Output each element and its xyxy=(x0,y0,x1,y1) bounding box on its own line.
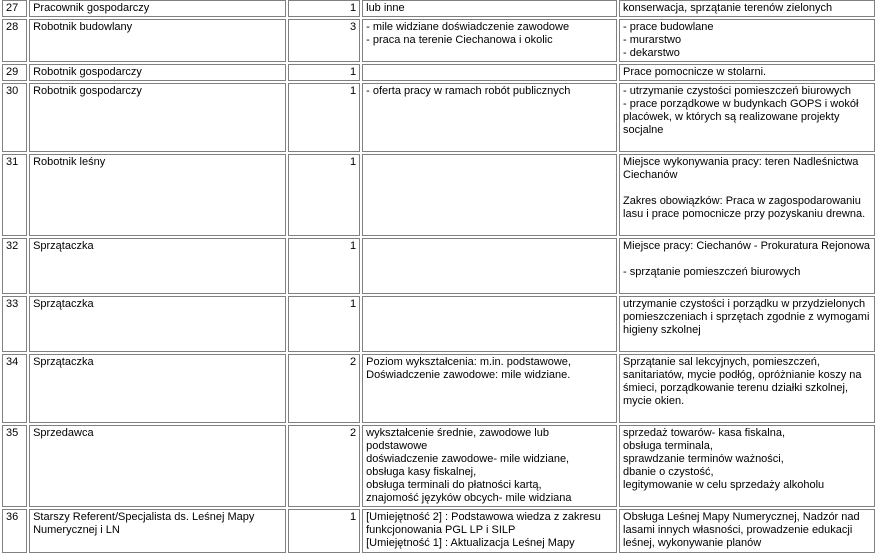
job-title: Sprzedawca xyxy=(29,425,286,507)
row-number: 32 xyxy=(2,238,27,294)
job-count: 1 xyxy=(288,296,360,352)
table-row xyxy=(2,354,875,423)
row-number: 36 xyxy=(2,509,27,553)
job-requirements: - oferta pracy w ramach robót publicznych xyxy=(362,83,617,152)
row-number: 29 xyxy=(2,64,27,81)
job-count: 2 xyxy=(288,354,360,423)
job-count: 2 xyxy=(288,425,360,507)
row-number: 28 xyxy=(2,19,27,62)
job-duties: Obsługa Leśnej Mapy Numerycznej, Nadzór nad lasami innych własności, prowadzenie edukacji leśnej, wykonywanie planów xyxy=(619,509,875,553)
job-duties: utrzymanie czystości i porządku w przydzielonych pomieszczeniach i sprzętach zgodnie z wymogami higieny szkolnej xyxy=(619,296,875,352)
job-count: 1 xyxy=(288,154,360,236)
job-duties: sprzedaż towarów- kasa fiskalna, obsługa terminala, sprawdzanie terminów ważności, dbanie o czystość, legitymowanie w celu sprzedaży alkoholu xyxy=(619,425,875,507)
job-count: 1 xyxy=(288,238,360,294)
job-requirements: - mile widziane doświadczenie zawodowe - praca na terenie Ciechanowa i okolic xyxy=(362,19,617,62)
job-requirements xyxy=(362,296,617,352)
job-title: Robotnik leśny xyxy=(29,154,286,236)
job-requirements: [Umiejętność 2] : Podstawowa wiedza z zakresu funkcjonowania PGL LP i SILP [Umiejętność 1] : Aktualizacja Leśnej Mapy xyxy=(362,509,617,553)
job-duties: Prace pomocnicze w stolarni. xyxy=(619,64,875,81)
table-row xyxy=(2,64,875,81)
job-title: Starszy Referent/Specjalista ds. Leśnej Mapy Numerycznej i LN xyxy=(29,509,286,553)
job-duties: konserwacja, sprzątanie terenów zielonych xyxy=(619,0,875,17)
job-requirements xyxy=(362,64,617,81)
job-count: 1 xyxy=(288,83,360,152)
table-row xyxy=(2,238,875,294)
job-duties: Miejsce pracy: Ciechanów - Prokuratura Rejonowa - sprzątanie pomieszczeń biurowych xyxy=(619,238,875,294)
table-row xyxy=(2,296,875,352)
job-count: 3 xyxy=(288,19,360,62)
job-duties: - utrzymanie czystości pomieszczeń biurowych - prace porządkowe w budynkach GOPS i wokół placówek, w których są realizowane projekty socjalne xyxy=(619,83,875,152)
job-title: Robotnik budowlany xyxy=(29,19,286,62)
row-number: 27 xyxy=(2,0,27,17)
job-requirements: Poziom wykształcenia: m.in. podstawowe, Doświadczenie zawodowe: mile widziane. xyxy=(362,354,617,423)
job-duties: Sprzątanie sal lekcyjnych, pomieszczeń, sanitariatów, mycie podłóg, opróżnianie koszy na śmieci, porządkowanie terenu działki szkolnej, mycie okien. xyxy=(619,354,875,423)
job-count: 1 xyxy=(288,509,360,553)
job-duties: - prace budowlane - murarstwo - dekarstwo xyxy=(619,19,875,62)
row-number: 34 xyxy=(2,354,27,423)
job-title: Sprzątaczka xyxy=(29,354,286,423)
table-row xyxy=(2,83,875,152)
table-row xyxy=(2,19,875,62)
job-title: Sprzątaczka xyxy=(29,238,286,294)
row-number: 31 xyxy=(2,154,27,236)
job-duties: Miejsce wykonywania pracy: teren Nadleśnictwa Ciechanów Zakres obowiązków: Praca w zagospodarowaniu lasu i prace pomocnicze przy pozyskaniu drewna. xyxy=(619,154,875,236)
job-requirements: wykształcenie średnie, zawodowe lub podstawowe doświadczenie zawodowe- mile widziane, obsługa kasy fiskalnej, obsługa terminali do płatności kartą, znajomość języków obcych- mile widziana xyxy=(362,425,617,507)
job-requirements xyxy=(362,238,617,294)
job-count: 1 xyxy=(288,0,360,17)
job-count: 1 xyxy=(288,64,360,81)
table-row xyxy=(2,425,875,507)
row-number: 35 xyxy=(2,425,27,507)
table-row xyxy=(2,154,875,236)
job-title: Sprzątaczka xyxy=(29,296,286,352)
job-requirements: lub inne xyxy=(362,0,617,17)
job-title: Robotnik gospodarczy xyxy=(29,64,286,81)
job-title: Pracownik gospodarczy xyxy=(29,0,286,17)
job-title: Robotnik gospodarczy xyxy=(29,83,286,152)
row-number: 30 xyxy=(2,83,27,152)
row-number: 33 xyxy=(2,296,27,352)
table-row xyxy=(2,0,875,17)
table-row xyxy=(2,509,875,553)
job-requirements xyxy=(362,154,617,236)
